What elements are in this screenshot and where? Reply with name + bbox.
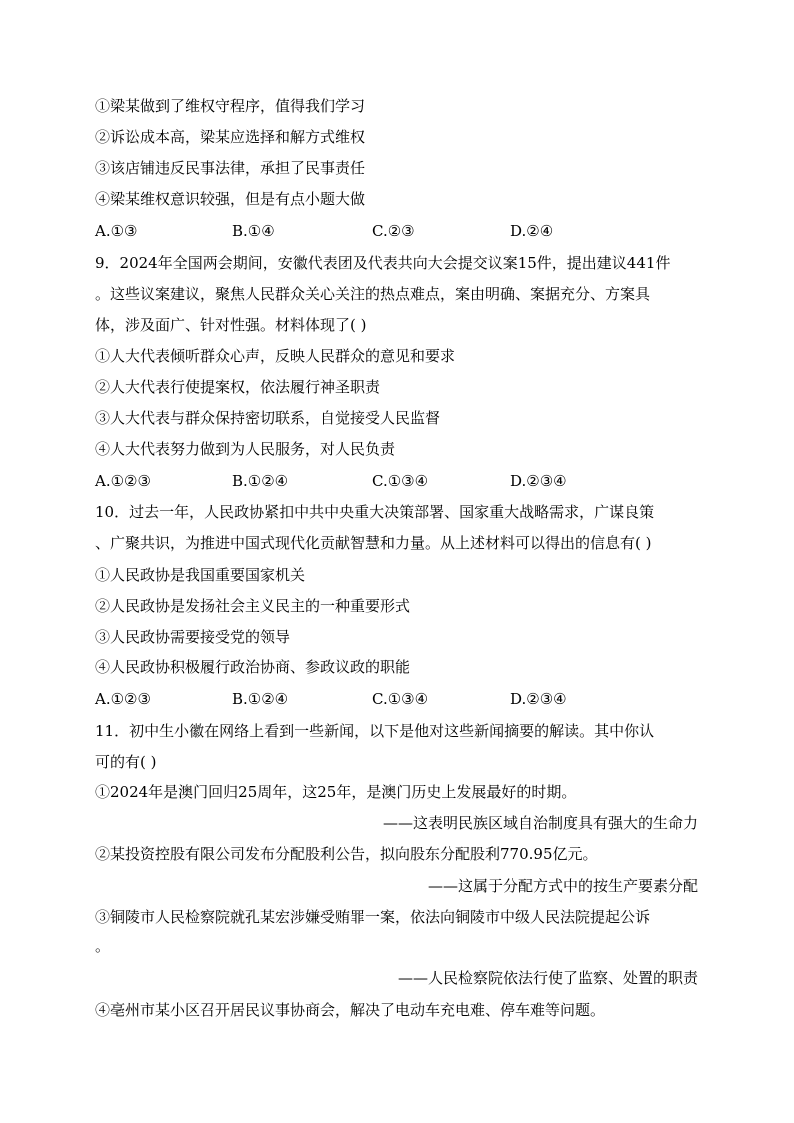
q10-option-c: C.①③④ (372, 690, 429, 708)
q11-item-1-comment: ——这表明民族区域自治制度具有强大的生命力 (382, 814, 698, 832)
q9-stem-line-2: 。这些议案建议，聚焦人民群众关心关注的热点难点，案由明确、案据充分、方案具 (95, 285, 651, 303)
q11-item-3-comment: ——人民检察院依法行使了监察、处置的职责 (397, 969, 698, 987)
q11-stem-line-2: 可的有( ) (95, 753, 157, 771)
q10-stem-line-2: 、广聚共识，为推进中国式现代化贡献智慧和力量。从上述材料可以得出的信息有( ) (95, 534, 652, 552)
q9-stem-line-1: 9．2024年全国两会期间，安徽代表团及代表共向大会提交议案15件，提出建议441件 (95, 254, 671, 272)
q11-item-3-continued: 。 (95, 937, 111, 955)
q10-option-d: D.②③④ (510, 690, 567, 708)
q10-options (95, 689, 705, 709)
q9-option-c: C.①③④ (372, 472, 429, 490)
q10-statement-2: ②人民政协是发扬社会主义民主的一种重要形式 (95, 597, 411, 615)
q11-stem-line-1: 11．初中生小徽在网络上看到一些新闻，以下是他对这些新闻摘要的解读。其中你认 (95, 722, 655, 740)
q9-statement-1: ①人大代表倾听群众心声，反映人民群众的意见和要求 (95, 347, 456, 365)
q8-option-d: D.②④ (510, 222, 554, 240)
q8-statement-2: ②诉讼成本高，梁某应选择和解方式维权 (95, 128, 366, 146)
q10-option-b: B.①②④ (232, 690, 289, 708)
q11-item-4: ④亳州市某小区召开居民议事协商会，解决了电动车充电难、停车难等问题。 (95, 1001, 606, 1019)
q9-statement-2: ②人大代表行使提案权，依法履行神圣职责 (95, 378, 381, 396)
q8-statement-3: ③该店铺违反民事法律，承担了民事责任 (95, 159, 366, 177)
q9-statement-3: ③人大代表与群众保持密切联系，自觉接受人民监督 (95, 409, 441, 427)
q8-options (95, 221, 705, 241)
q8-option-a: A.①③ (95, 222, 138, 240)
q11-item-3: ③铜陵市人民检察院就孔某宏涉嫌受贿罪一案，依法向铜陵市中级人民法院提起公诉 (95, 908, 651, 926)
q8-option-b: B.①④ (232, 222, 275, 240)
q9-options (95, 471, 705, 491)
q9-stem-line-3: 体，涉及面广、针对性强。材料体现了( ) (95, 316, 367, 334)
q10-statement-3: ③人民政协需要接受党的领导 (95, 628, 291, 646)
q8-option-c: C.②③ (372, 222, 415, 240)
q9-option-d: D.②③④ (510, 472, 567, 490)
q9-statement-4: ④人大代表努力做到为人民服务，对人民负责 (95, 440, 396, 458)
q9-option-a: A.①②③ (95, 472, 151, 490)
q11-item-2-comment: ——这属于分配方式中的按生产要素分配 (427, 877, 698, 895)
q10-option-a: A.①②③ (95, 690, 151, 708)
q10-statement-4: ④人民政协积极履行政治协商、参政议政的职能 (95, 658, 411, 676)
q8-statement-1: ①梁某做到了维权守程序，值得我们学习 (95, 97, 366, 115)
q11-item-2: ②某投资控股有限公司发布分配股利公告，拟向股东分配股利770.95亿元。 (95, 845, 598, 863)
q10-statement-1: ①人民政协是我国重要国家机关 (95, 566, 306, 584)
q9-option-b: B.①②④ (232, 472, 289, 490)
q10-stem-line-1: 10．过去一年，人民政协紧扣中共中央重大决策部署、国家重大战略需求，广谋良策 (95, 503, 655, 521)
q11-item-1: ①2024年是澳门回归25周年，这25年，是澳门历史上发展最好的时期。 (95, 783, 577, 801)
q8-statement-4: ④梁某维权意识较强，但是有点小题大做 (95, 190, 366, 208)
